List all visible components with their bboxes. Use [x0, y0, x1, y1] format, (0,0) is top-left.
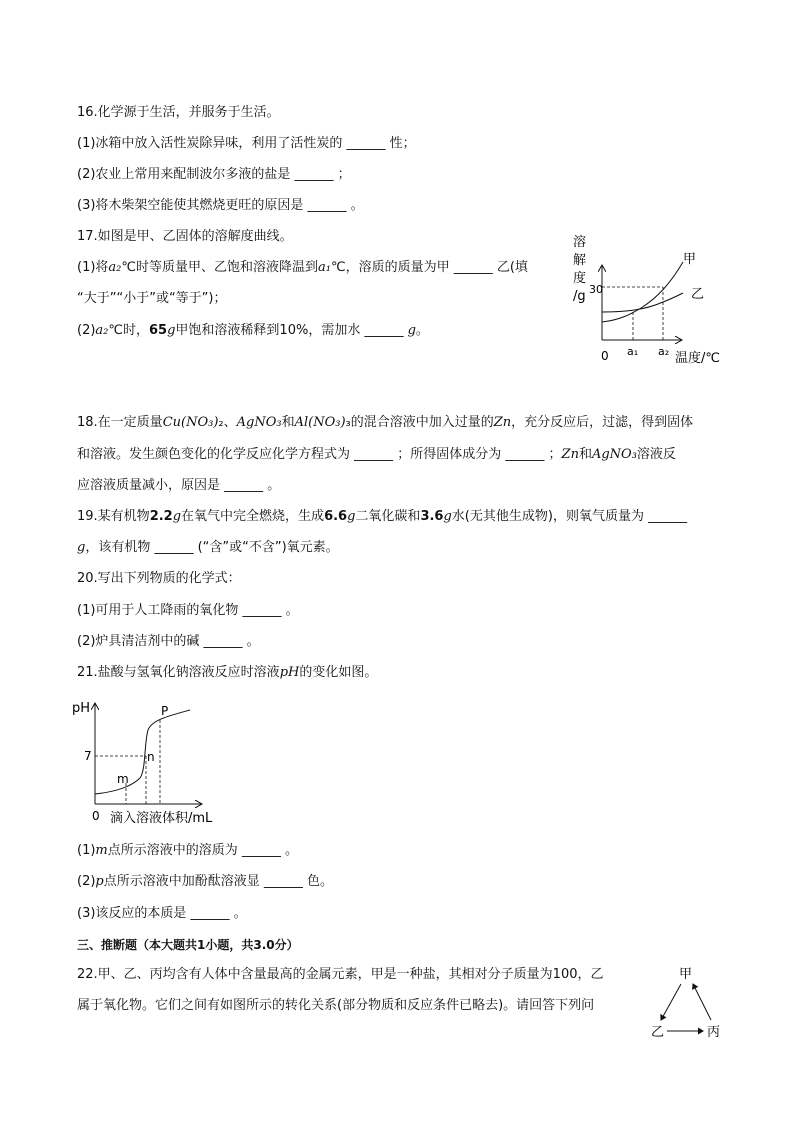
q18-line2: 和溶液。发生颜色变化的化学反应化学方程式为 ______ ；所得固体成分为 ______ ；Zn和AgNO₃溶液反 — [77, 447, 676, 462]
solubility-x-label: 温度/℃ — [675, 351, 720, 366]
q20-part2: (2)炉具清洁剂中的碱 ______ 。 — [77, 634, 260, 649]
q21-part2: (2)p点所示溶液中加酚酞溶液显 ______ 色。 — [77, 874, 334, 889]
ph-point-m: m — [117, 772, 129, 786]
ph-chart — [68, 694, 238, 832]
q20-stem: 20.写出下列物质的化学式： — [77, 571, 241, 586]
solubility-y-label-1: 溶 — [573, 235, 587, 250]
q17-part2: (2)a₂℃时，65g甲饱和溶液稀释到10%，需加水 ______ g。 — [77, 323, 429, 338]
q18-line1: 18.在一定质量Cu(NO₃)₂、AgNO₃和Al(NO₃)₃的混合溶液中加入过量的Zn，充分反应后，过滤，得到固体 — [77, 415, 694, 430]
solubility-series-jia: 甲 — [683, 252, 697, 267]
ph-point-p: P — [161, 704, 169, 718]
solubility-x-tick-a1: a₁ — [627, 345, 639, 358]
ph-curve — [95, 710, 190, 794]
q22-conversion-diagram — [645, 962, 735, 1044]
solubility-series-yi: 乙 — [691, 287, 705, 302]
q22-node-yi: 乙 — [651, 1025, 665, 1040]
solubility-y-label-3: 度 — [573, 271, 587, 286]
q19-line1: 19.某有机物2.2g在氧气中完全燃烧，生成6.6g二氧化碳和3.6g水(无其他生成物)，则氧气质量为 ______ — [77, 509, 688, 524]
section3-title: 三、推断题（本大题共1小题，共3.0分） — [77, 938, 299, 952]
ph-origin: 0 — [92, 809, 100, 823]
q20-part1: (1)可用于人工降雨的氧化物 ______ 。 — [77, 603, 299, 618]
ph-point-n: n — [147, 750, 155, 764]
ph-y-tick: 7 — [84, 749, 92, 763]
q22-arrow-jia-to-yi — [661, 984, 681, 1020]
q22-arrow-bing-to-jia — [693, 984, 711, 1020]
solubility-x-tick-a2: a₂ — [658, 345, 670, 358]
solubility-y-label-4: /g — [573, 289, 586, 304]
q22-node-jia: 甲 — [679, 967, 693, 982]
q22-line2: 属于氧化物。它们之间有如图所示的转化关系(部分物质和反应条件已略去)。请回答下列问 — [77, 998, 595, 1013]
q17-part1-cont: “大于”“小于”或“等于”)； — [77, 291, 227, 306]
q21-part1: (1)m点所示溶液中的溶质为 ______ 。 — [77, 843, 299, 858]
q22-line1: 22.甲、乙、丙均含有人体中含量最高的金属元素，甲是一种盐，其相对分子质量为100，乙 — [77, 967, 604, 982]
q21-part3: (3)该反应的本质是 ______ 。 — [77, 906, 247, 921]
q16-stem: 16.化学源于生活，并服务于生活。 — [77, 105, 280, 120]
solubility-curve-jia — [602, 262, 683, 322]
ph-x-label: 滴入溶液体积/mL — [110, 811, 213, 826]
q16-part2: (2)农业上常用来配制波尔多液的盐是 ______ ； — [77, 167, 351, 182]
q16-part1: (1)冰箱中放入活性炭除异味，利用了活性炭的 ______ 性； — [77, 136, 416, 151]
q17-part1: (1)将a₂℃时等质量甲、乙饱和溶液降温到a₁℃，溶质的质量为甲 ______ 乙(填 — [77, 260, 528, 275]
solubility-origin: 0 — [601, 349, 609, 363]
solubility-y-tick: 30 — [589, 283, 603, 296]
solubility-chart — [565, 228, 735, 370]
q22-node-bing: 丙 — [707, 1025, 721, 1040]
q21-stem: 21.盐酸与氢氧化钠溶液反应时溶液pH的变化如图。 — [77, 665, 378, 680]
solubility-y-label-2: 解 — [573, 253, 587, 268]
solubility-curve-yi — [602, 293, 683, 312]
q19-line2: g，该有机物 ______ (“含”或“不含”)氧元素。 — [77, 540, 339, 555]
q17-stem: 17.如图是甲、乙固体的溶解度曲线。 — [77, 229, 293, 244]
q16-part3: (3)将木柴架空能使其燃烧更旺的原因是 ______ 。 — [77, 198, 364, 213]
ph-y-label: pH — [72, 701, 91, 716]
q18-line3: 应溶液质量减小，原因是 ______ 。 — [77, 478, 281, 493]
